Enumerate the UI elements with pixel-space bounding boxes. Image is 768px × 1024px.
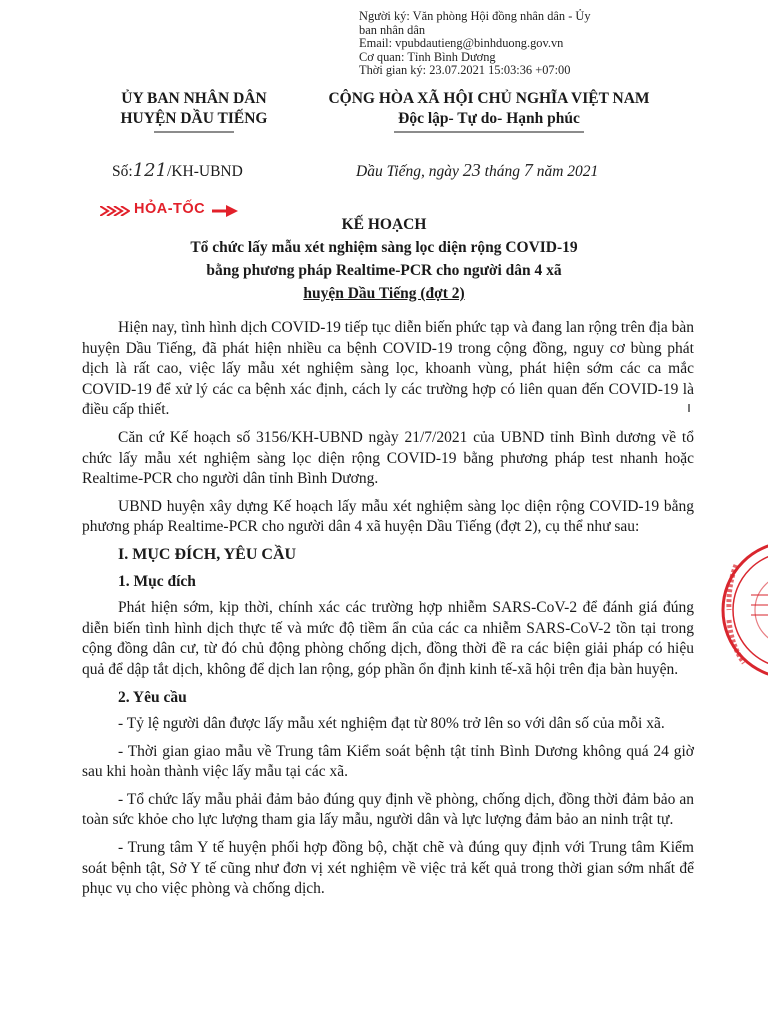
date-year: năm 2021 [536, 163, 599, 180]
date-place: Dầu Tiếng, ngày [356, 163, 459, 180]
paragraph: Phát hiện sớm, kịp thời, chính xác các trường hợp nhiễm SARS-CoV-2 để đánh giá đúng diễn biến tình hình dịch thực tế và mức độ tiềm ẩn của các ca nhiễm SARS-CoV-2 tồn tại trong cộng đồng dân cư, từ đó chủ động phòng chống dịch, đồng thời đề ra các biện giải pháp có hiệu quả để dập tắt dịch, không để dịch lan rộng, góp phần ổn định kinh tế-xã hội trên địa bàn huyện. [82, 599, 694, 678]
subsection-heading: 2. Yêu cầu [118, 688, 187, 706]
plan-title-line: huyện Dầu Tiếng (đợt 2) [303, 285, 465, 302]
header-underline [154, 130, 234, 134]
doc-number-prefix: Số: [112, 163, 133, 180]
authority-line: ỦY BAN NHÂN DÂN [121, 90, 267, 107]
date-day-handwritten: 23 [462, 160, 481, 180]
doc-number-handwritten: 121 [132, 160, 168, 181]
plan-title [100, 213, 668, 305]
motto-underline [394, 130, 584, 134]
national-motto: Độc lập- Tự do- Hạnh phúc [398, 110, 580, 127]
date-month-handwritten: 7 [523, 160, 533, 180]
doc-number-suffix: /KH-UBND [167, 163, 243, 180]
paragraph: Hiện nay, tình hình dịch COVID-19 tiếp tục diễn biến phức tạp và đang lan rộng trên địa bàn huyện Dầu Tiếng, đã phát hiện nhiều ca bệnh COVID-19 trong cộng đồng, nguy cơ bùng phát dịch là rất cao, việc lấy mẫu xét nghiệm sàng lọc, khoanh vùng, phát hiện sớm các ca mắc COVID-19 để xử lý các ca bệnh xác định, cách ly các trường hợp có liên quan đến COVID-19 là điều cấp thiết. [82, 319, 695, 419]
subsection-heading: 1. Mục đích [118, 572, 196, 590]
official-seal-icon [716, 525, 768, 695]
issuing-authority [100, 89, 288, 134]
digital-signature-info [359, 10, 591, 78]
signing-time: Thời gian ký: 23.07.2021 15:03:36 +07:00 [359, 63, 571, 78]
paragraph: UBND huyện xây dựng Kế hoạch lấy mẫu xét nghiệm sàng lọc diện rộng COVID-19 bằng phương pháp Realtime-PCR cho người dân 4 xã huyện Dầu Tiếng (đợt 2), cụ thể như sau: [82, 497, 694, 536]
plan-title-line: Tổ chức lấy mẫu xét nghiệm sàng lọc diện rộng COVID-19 [190, 239, 578, 256]
urgent-stamp-text: HỎA-TỐC [134, 201, 206, 217]
signer-line: Người ký: Văn phòng Hội đồng nhân dân - Ủy [359, 9, 591, 23]
plan-title-main: KẾ HOẠCH [341, 216, 427, 233]
document-body [82, 318, 694, 907]
signer-line: ban nhân dân [359, 22, 426, 37]
requirement-item: - Tổ chức lấy mẫu phải đảm bảo đúng quy định về phòng, chống dịch, đồng thời đảm bảo an toàn sức khỏe cho lực lượng tham gia lấy mẫu, người dân và lực lượng đảm bảo an ninh trật tự. [82, 790, 694, 829]
scan-mark [688, 404, 690, 412]
requirement-item: - Thời gian giao mẫu về Trung tâm Kiểm soát bệnh tật tỉnh Bình Dương không quá 24 giờ sau khi hoàn thành việc lấy mẫu tại các xã. [82, 742, 694, 781]
country-name: CỘNG HÒA XÃ HỘI CHỦ NGHĨA VIỆT NAM [328, 90, 650, 107]
document-number [112, 160, 243, 181]
signer-agency: Cơ quan: Tỉnh Bình Dương [359, 49, 496, 64]
date-month-word: tháng [484, 163, 520, 180]
paragraph: Căn cứ Kế hoạch số 3156/KH-UBND ngày 21/7/2021 của UBND tỉnh Bình dương về tổ chức lấy mẫu xét nghiệm sàng lọc diện rộng COVID-19 bằng phương pháp test nhanh hoặc Realtime-PCR cho người dân tỉnh Bình Dương. [82, 428, 694, 488]
national-header [305, 89, 673, 134]
signer-email: Email: vpubdautieng@binhduong.gov.vn [359, 36, 564, 51]
requirement-item: - Tỷ lệ người dân được lấy mẫu xét nghiệm đạt từ 80% trở lên so với dân số của mỗi xã. [118, 715, 665, 733]
issue-date [356, 160, 598, 181]
section-heading: I. MỤC ĐÍCH, YÊU CẦU [118, 545, 297, 563]
requirement-item: - Trung tâm Y tế huyện phối hợp đồng bộ, chặt chẽ và đúng quy định với Trung tâm Kiểm soát bệnh tật, Sở Y tế cũng như đơn vị xét nghiệm về việc trả kết quả trong thời gian sớm nhất để phục vụ cho việc phòng và chống dịch. [82, 839, 694, 898]
plan-title-line: bằng phương pháp Realtime-PCR cho người dân 4 xã [206, 262, 562, 279]
authority-line: HUYỆN DẦU TIẾNG [120, 110, 268, 127]
